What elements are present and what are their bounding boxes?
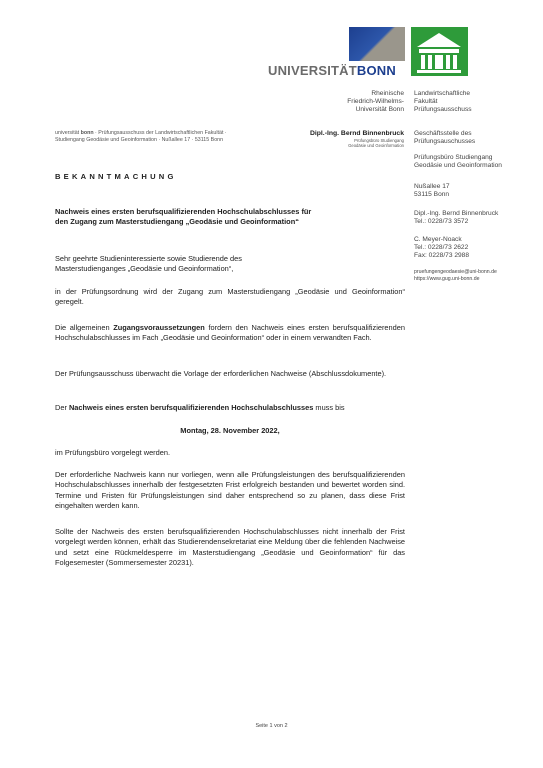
web-block — [414, 269, 497, 283]
logo-green-block — [411, 27, 468, 76]
university-wordmark — [268, 63, 396, 78]
address-block: Nußallee 17 53115 Bonn — [414, 183, 450, 198]
signer-subtitle: Prüfungsbüro Studiengang Geodäsie und Geoinformation — [348, 138, 404, 148]
email-link[interactable]: pruefungengeodaesie@uni-bonn.de — [414, 269, 497, 275]
institution-line: Rheinische — [371, 90, 404, 97]
institution-block — [347, 90, 404, 114]
wordmark-right: BONN — [356, 63, 396, 78]
institution-line: Universität Bonn — [355, 106, 404, 113]
paragraph-5: im Prüfungsbüro vorgelegt werden. — [55, 448, 171, 457]
building-icon — [411, 27, 468, 76]
sender-address: universität bonn · Prüfungsausschuss der Landwirtschaftlichen Fakultät · Studiengang Geodäsie und Geoinformation · Nußallee 17 · 53115 Bonn — [55, 130, 227, 143]
paragraph-2: Die allgemeinen Zugangsvoraussetzungen fordern den Nachweis eines ersten berufsqualifizierenden Hochschulabschlusses im Fach „Geodäsie und Geoinformation“ oder in einem verwandten Fach. — [55, 323, 405, 343]
document-headline: Nachweis eines ersten berufsqualifizierenden Hochschulabschlusses für den Zugang zum Masterstudiengang „Geodäsie und Geoinformation“ — [55, 207, 312, 226]
paragraph-4: Der Nachweis eines ersten berufsqualifizierenden Hochschulabschlusses muss bis — [55, 403, 345, 412]
signer-name: Dipl.-Ing. Bernd Binnenbruck — [309, 130, 404, 137]
faculty-line: Landwirtschaftliche — [414, 90, 471, 97]
office-block: Geschäftsstelle des Prüfungsauschusses — [414, 130, 476, 145]
website-link[interactable]: https://www.gug.uni-bonn.de — [414, 276, 480, 282]
deadline-date: Montag, 28. November 2022, — [180, 426, 280, 435]
institution-line: Friedrich-Wilhelms- — [347, 98, 404, 105]
bureau-block: Prüfungsbüro Studiengang Geodäsie und Geoinformation — [414, 154, 502, 169]
page-number: Seite 1 von 2 — [255, 723, 288, 729]
paragraph-3: Der Prüfungsausschuss überwacht die Vorlage der erforderlichen Nachweise (Abschlussdokumente). — [55, 369, 387, 378]
faculty-line: Fakultät — [414, 98, 438, 105]
greeting: Sehr geehrte Studieninteressierte sowie Studierende des Masterstudienganges „Geodäsie und Geoinformation“, — [55, 254, 242, 274]
wordmark-left: UNIVERSITÄT — [268, 63, 357, 78]
document-label: BEKANNTMACHUNG — [55, 172, 177, 181]
paragraph-6: Der erforderliche Nachweis kann nur vorliegen, wenn alle Prüfungsleistungen des berufsqualifizierenden Hochschulabschlusses innerhalb der festgesetzten Frist erfolgreich bestanden und bewertet worden sind. Termine und Fristen für Prüfungsleistungen sind daher entsprechend so zu planen, dass diese Frist eingehalten werden kann. — [55, 470, 405, 511]
faculty-line: Prüfungsausschuss — [414, 106, 472, 113]
paragraph-7: Sollte der Nachweis des ersten berufsqualifizierenden Hochschulabschlusses nicht innerhalb der Frist vorgelegt werden können, erhält das Studierendensekretariat eine Meldung über die fehlenden Nachweise und setzt eine Rückmeldesperre im Masterstudiengang „Geodäsie und Geoinformation“ für das Folgesemester (Sommersemester 20231). — [55, 527, 405, 568]
paragraph-1: in der Prüfungsordnung wird der Zugang zum Masterstudiengang „Geodäsie und Geoinformation“ geregelt. — [55, 287, 405, 307]
faculty-block — [414, 90, 472, 114]
logo-grey-triangle — [349, 27, 405, 61]
person2-block: C. Meyer-Noack Tel.: 0228/73 2622 Fax: 0228/73 2988 — [414, 236, 469, 259]
person1-block: Dipl.-Ing. Bernd Binnenbruck Tel.: 0228/73 3572 — [414, 210, 499, 225]
